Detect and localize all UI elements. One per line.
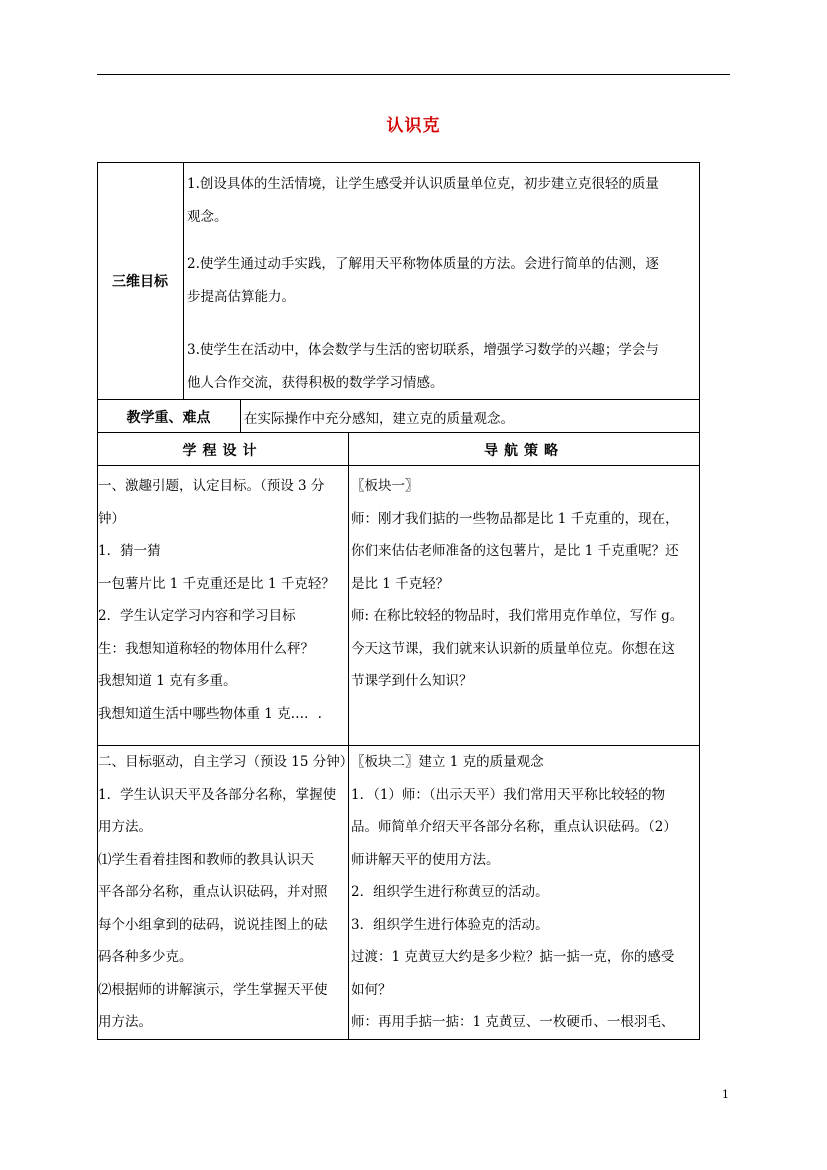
goal-item	[187, 248, 659, 313]
section1-left-line: 生：我想知道称轻的物体用什么秤？	[98, 640, 314, 657]
section1-right-line: 你们来估估老师准备的这包薯片，是比 1 千克重呢？还	[351, 543, 679, 559]
section2-left-line: 每个小组拿到的砝码，说说挂图上的砝	[98, 916, 328, 933]
section2-right-line: 师讲解天平的使用方法。	[351, 851, 500, 868]
section2-right-line: 如何？	[351, 981, 392, 998]
section2-right-line: 品。师简单介绍天平各部分名称，重点认识砝码。（2）	[351, 819, 677, 835]
section2-left-line: 二、目标驱动，自主学习（预设 15 分钟）	[98, 754, 354, 770]
section2-right-line: 过渡：1 克黄豆大约是多少粒？掂一掂一克，你的感受	[351, 949, 675, 965]
section2-left-line: 1．学生认识天平及各部分名称，掌握使	[98, 786, 337, 803]
table-rule	[97, 399, 700, 400]
goal-line: 2.使学生通过动手实践，了解用天平称物体质量的方法。会进行简单的估测，逐	[187, 256, 659, 272]
section1-right-line: 师：刚才我们掂的一些物品都是比 1 千克重的，现在，	[351, 510, 679, 527]
section2-right	[351, 746, 677, 1039]
section2-left-line: 码各种多少克。	[98, 949, 193, 965]
section2-left-line: 平各部分名称，重点认识砝码，并对照	[98, 884, 328, 900]
goal-line: 观念。	[187, 208, 228, 225]
goal-line: 他人合作交流，获得积极的数学学习情感。	[187, 374, 444, 391]
section1-left-line: 1．猜一猜	[98, 543, 161, 559]
goal-item	[187, 334, 659, 399]
section1-left-line: 我想知道生活中哪些物体重 1 克…．.	[98, 705, 322, 722]
goal-item	[187, 168, 659, 233]
key-points-label: 教学重、难点	[126, 410, 211, 426]
header-rule	[97, 74, 730, 75]
section2-left	[98, 746, 353, 1039]
section2-left-line: 用方法。	[98, 819, 152, 835]
key-points-text: 在实际操作中充分感知，建立克的质量观念。	[244, 411, 514, 427]
section1-left-line: 一包薯片比 1 千克重还是比 1 千克轻？	[98, 575, 335, 592]
table-rule	[240, 399, 241, 432]
table-rule	[97, 465, 700, 466]
section1-right-line: 师: 在称比较轻的物品时，我们常用克作单位，写作 g。	[351, 608, 684, 624]
section2-left-line: ⑵根据师的讲解演示，学生掌握天平使	[98, 981, 328, 998]
goals-label: 三维目标	[112, 274, 168, 290]
document-title: 认识克	[386, 116, 441, 136]
section1-left	[98, 470, 335, 730]
section1-right-line: 今天这节课，我们就来认识新的质量单位克。你想在这	[351, 640, 675, 657]
page-number: 1	[722, 1088, 729, 1101]
section1-left-line: 2．学生认定学习内容和学习目标	[98, 608, 296, 624]
section1-right	[351, 470, 683, 698]
section2-right-line: 师：再用手掂一掂：1 克黄豆、一枚硬币、一根羽毛、	[351, 1014, 675, 1030]
section1-left-line: 一、激趣引题，认定目标。（预设 3 分	[98, 478, 325, 494]
section1-left-line: 钟）	[98, 510, 125, 527]
goal-line: 步提高估算能力。	[187, 288, 295, 305]
section1-right-line: 〖板块一〗	[351, 478, 419, 494]
section1-right-line: 是比 1 千克轻？	[351, 575, 450, 592]
goal-line: 1.创设具体的生活情境，让学生感受并认识质量单位克，初步建立克很轻的质量	[187, 176, 659, 192]
left-column-header: 学程设计	[182, 443, 263, 459]
section2-left-line: ⑴学生看着挂图和教师的教具认识天	[98, 851, 314, 868]
table-rule	[183, 162, 184, 399]
section1-left-line: 我想知道 1 克有多重。	[98, 673, 237, 689]
section2-right-line: 1．（1）师：（出示天平）我们常用天平称比较轻的物	[351, 786, 666, 803]
right-column-header: 导航策略	[484, 443, 564, 459]
goal-line: 3.使学生在活动中，体会数学与生活的密切联系，增强学习数学的兴趣；学会与	[187, 342, 659, 358]
section2-right-line: 3．组织学生进行体验克的活动。	[351, 916, 549, 933]
table-rule	[97, 432, 700, 433]
section2-left-line: 用方法。	[98, 1014, 152, 1030]
section2-right-line: 〖板块二〗建立 1 克的质量观念	[351, 754, 544, 770]
section2-right-line: 2．组织学生进行称黄豆的活动。	[351, 884, 549, 900]
section1-right-line: 节课学到什么知识？	[351, 673, 473, 689]
